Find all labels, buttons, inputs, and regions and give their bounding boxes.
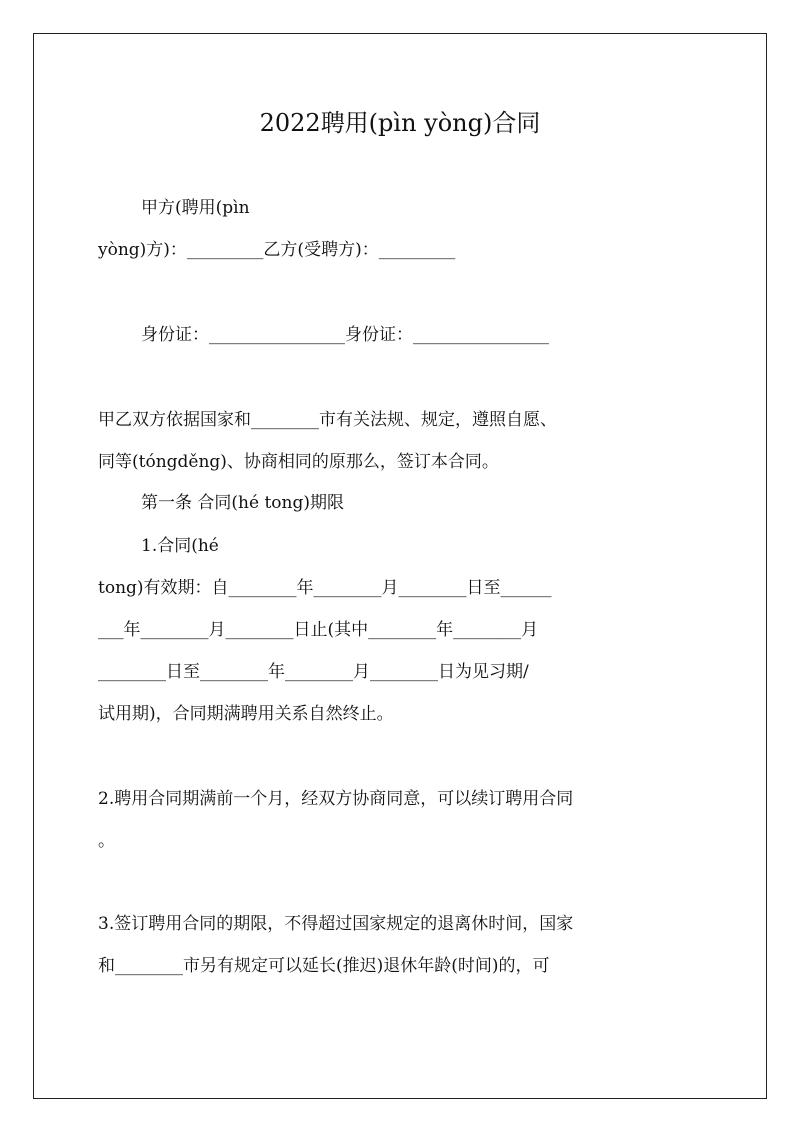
page-border	[33, 33, 767, 1099]
party-a-b-line: yòng)方)：_________乙方(受聘方)：_________	[98, 240, 456, 260]
id-card-line: 身份证：________________身份证：________________	[141, 325, 549, 345]
party-a-line: 甲方(聘用(pìn	[141, 198, 250, 218]
clause-line: 1.合同(hé	[141, 536, 219, 556]
paragraph-line: 同等(tóngděng)、协商相同的原那么，签订本合同。	[98, 452, 499, 472]
article-heading: 第一条 合同(hé tong)期限	[141, 493, 344, 513]
clause-line: 。	[98, 831, 115, 851]
clause-line: 和________市另有规定可以延长(推迟)退休年龄(时间)的，可	[98, 956, 550, 976]
clause-line: tong)有效期：自________年________月________日至______	[98, 578, 552, 598]
clause-line: ___年________月________日止(其中________年________月	[98, 620, 539, 640]
clause-line: ________日至________年________月________日为见习期/	[98, 662, 529, 682]
paragraph-line: 甲乙双方依据国家和________市有关法规、规定，遵照自愿、	[98, 410, 557, 430]
document-title: 2022聘用(pìn yòng)合同	[259, 109, 541, 137]
clause-line: 试用期)，合同期满聘用关系自然终止。	[98, 704, 394, 724]
clause-line: 3.签订聘用合同的期限，不得超过国家规定的退离休时间，国家	[98, 914, 574, 934]
clause-line: 2.聘用合同期满前一个月，经双方协商同意，可以续订聘用合同	[98, 789, 574, 809]
